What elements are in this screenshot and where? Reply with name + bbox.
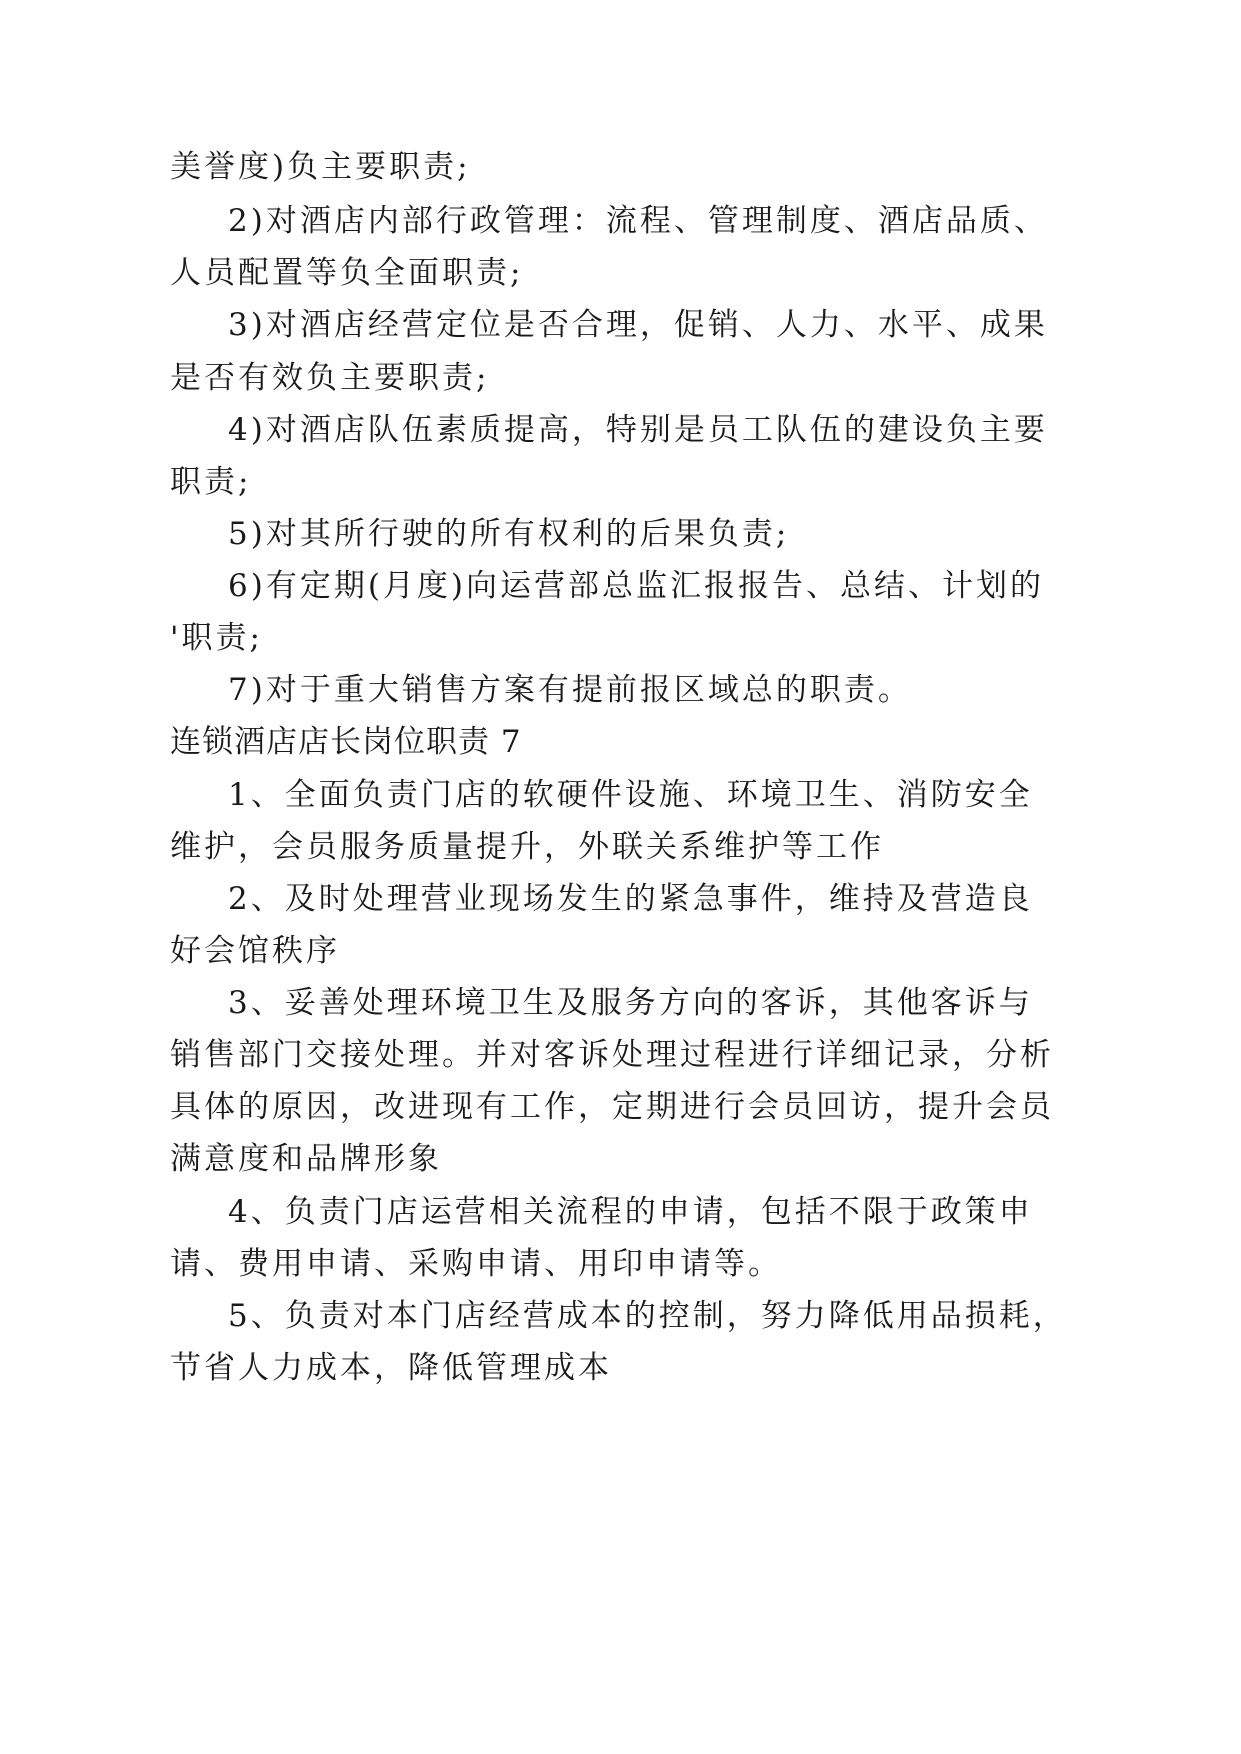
text-line: 5、负责对本门店经营成本的控制，努力降低用品损耗， bbox=[228, 1298, 1067, 1334]
text-line: 5)对其所行驶的所有权利的后果负责; bbox=[228, 516, 790, 552]
text-line: 请、费用申请、采购申请、用印申请等。 bbox=[170, 1246, 782, 1282]
text-line: 销售部门交接处理。并对客诉处理过程进行详细记录，分析 bbox=[170, 1037, 1054, 1073]
text-line: 满意度和品牌形象 bbox=[170, 1141, 442, 1177]
text-line: 人员配置等负全面职责; bbox=[170, 255, 524, 291]
text-line: 7)对于重大销售方案有提前报区域总的职责。 bbox=[228, 672, 912, 708]
text-line: 职责; bbox=[170, 464, 252, 500]
text-line: 维护，会员服务质量提升，外联关系维护等工作 bbox=[170, 829, 884, 865]
text-line: 3)对酒店经营定位是否合理，促销、人力、水平、成果 bbox=[228, 307, 1048, 343]
text-line: 节省人力成本，降低管理成本 bbox=[170, 1350, 612, 1386]
section-heading: 连锁酒店店长岗位职责 7 bbox=[170, 724, 522, 760]
text-line: 6)有定期(月度)向运营部总监汇报报告、总结、计划的 bbox=[228, 568, 1045, 604]
text-line: 1、全面负责门店的软硬件设施、环境卫生、消防安全 bbox=[228, 777, 1033, 813]
text-line: 3、妥善处理环境卫生及服务方向的客诉，其他客诉与 bbox=[228, 985, 1033, 1021]
text-line: '职责; bbox=[170, 620, 263, 656]
text-line: 2、及时处理营业现场发生的紧急事件，维持及营造良 bbox=[228, 881, 1033, 917]
text-line: 好会馆秩序 bbox=[170, 933, 340, 969]
text-line: 4)对酒店队伍素质提高，特别是员工队伍的建设负主要 bbox=[228, 412, 1048, 448]
text-line: 美誉度)负主要职责; bbox=[170, 149, 471, 185]
text-line: 是否有效负主要职责; bbox=[170, 360, 490, 396]
text-line: 2)对酒店内部行政管理：流程、管理制度、酒店品质、 bbox=[228, 203, 1048, 239]
text-line: 具体的原因，改进现有工作，定期进行会员回访，提升会员 bbox=[170, 1089, 1054, 1125]
text-line: 4、负责门店运营相关流程的申请，包括不限于政策申 bbox=[228, 1194, 1033, 1230]
